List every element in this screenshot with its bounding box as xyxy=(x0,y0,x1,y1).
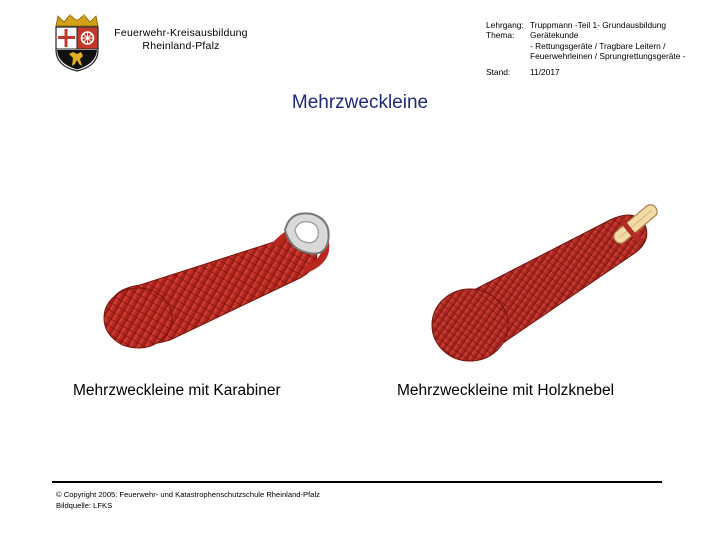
course-info xyxy=(486,20,686,77)
caption-carabiner: Mehrzweckleine mit Karabiner xyxy=(73,382,281,399)
rope-with-carabiner-image xyxy=(100,200,350,360)
footer xyxy=(56,489,320,511)
course-row xyxy=(486,20,686,30)
date-label: Stand: xyxy=(486,66,511,77)
date-value: 11/2017 xyxy=(530,66,560,77)
caption-wooden-toggle: Mehrzweckleine mit Holzknebel xyxy=(397,382,615,399)
slide-title: Mehrzweckleine xyxy=(291,92,429,113)
footer-divider xyxy=(52,481,662,483)
organization-name xyxy=(108,27,254,53)
date-row xyxy=(486,67,686,77)
topic-label: Thema: xyxy=(486,30,515,41)
course-value: Truppmann -Teil 1- Grundausbildung xyxy=(530,20,667,30)
topic-row xyxy=(486,30,686,40)
image-source-text: Bildquelle: LFKS xyxy=(56,501,113,510)
coat-of-arms-icon xyxy=(52,14,102,72)
topic-value: Gerätekunde xyxy=(530,30,579,41)
org-line-2: Rheinland-Pfalz xyxy=(142,40,220,52)
copyright-text: © Copyright 2005: Feuerwehr- und Katastrophenschutzschule Rheinland-Pfalz xyxy=(56,490,320,499)
org-line-1: Feuerwehr-Kreisausbildung xyxy=(114,27,248,39)
topic-line-3: Feuerwehrleinen / Sprungrettungsgeräte - xyxy=(530,51,686,62)
rope-with-wooden-toggle-image xyxy=(410,180,680,370)
course-label: Lehrgang: xyxy=(486,20,524,30)
topic-line-2: - Rettungsgeräte / Tragbare Leitern / xyxy=(530,40,666,51)
